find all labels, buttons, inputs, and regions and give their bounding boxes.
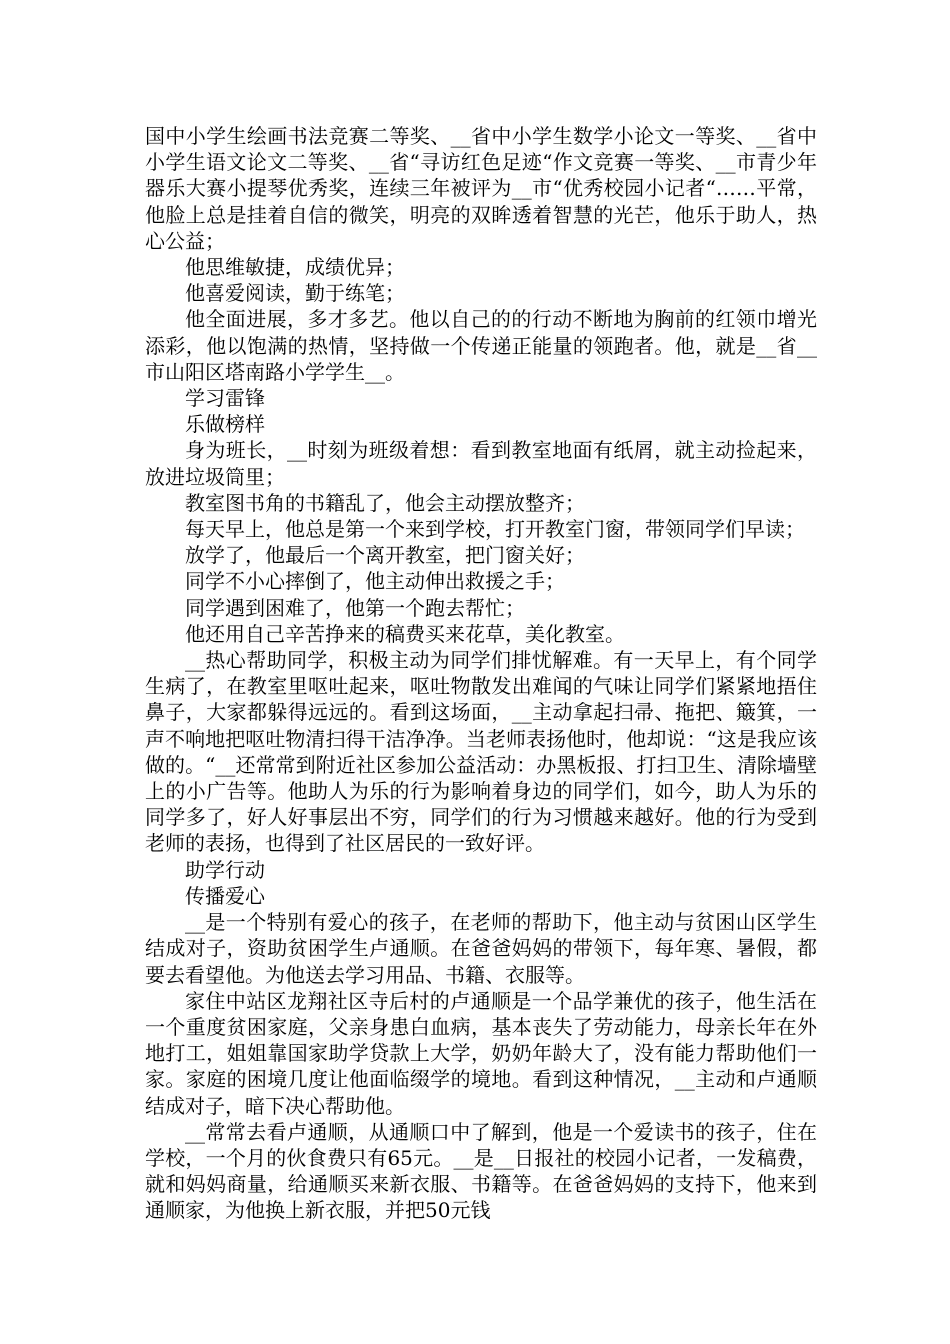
paragraph-helping-classmates: __热心帮助同学，积极主动为同学们排忧解难。有一天早上，有个同学生病了，在教室里呕吐起来，呕吐物散发出难闻的气味让同学们紧紧地捂住鼻子，大家都躲得远远的。看到这场面，__主动拿起扫帚、拖把、簸箕，一声不响地把呕吐物清扫得干洁净净。当老师表扬他时，他却说：“这是我应该做的。“__还常常到附近社区参加公益活动：办黑板报、打扫卫生、清除墙壁上的小广告等。他助人为乐的行为影响着身边的同学们，如今，助人为乐的同学多了，好人好事层出不穷，同学们的行为习惯越来越好。他的行为受到老师的表扬，也得到了社区居民的一致好评。 — [145, 648, 817, 856]
paragraph-all-round: 他全面进展，多才多艺。他以自己的的行动不断地为胸前的红领巾增光添彩，他以饱满的热情，坚持做一个传递正能量的领跑者。他，就是__省__市山阳区塔南路小学学生__。 — [145, 307, 817, 384]
paragraph-visits: __常常去看卢通顺，从通顺口中了解到，他是一个爱读书的孩子，住在学校，一个月的伙食费只有65元。__是__日报社的校园小记者，一发稿费，就和妈妈商量，给通顺买来新衣服、书籍等。在爸爸妈妈的支持下，他来到通顺家，为他换上新衣服，并把50元钱 — [145, 1119, 817, 1223]
document-page — [145, 123, 817, 1224]
paragraph-awards: 国中小学生绘画书法竞赛二等奖、__省中小学生数学小论文一等奖、__省中小学生语文论文二等奖、__省“寻访红色足迹“作文竞赛一等奖、__市青少年器乐大赛小提琴优秀奖，连续三年被评为__市“优秀校园小记者“……平常，他脸上总是挂着自信的微笑，明亮的双眸透着智慧的光芒，他乐于助人，热心公益； — [145, 124, 817, 253]
section-subheading-spread-love: 传播爱心 — [185, 883, 265, 908]
section-heading-learn-leifeng: 学习雷锋 — [185, 386, 265, 411]
paragraph-flowers: 他还用自己辛苦挣来的稿费买来花草，美化教室。 — [185, 621, 625, 646]
paragraph-after-school: 放学了，他最后一个离开教室，把门窗关好； — [185, 543, 585, 568]
section-subheading-role-model: 乐做榜样 — [185, 412, 265, 437]
paragraph-monitor: 身为班长，__时刻为班级着想：看到教室地面有纸屑，就主动捡起来，放进垃圾筒里； — [145, 438, 817, 489]
paragraph-reading: 他喜爱阅读，勤于练笔； — [185, 281, 405, 306]
section-heading-study-aid: 助学行动 — [185, 857, 265, 882]
paragraph-helping-fallen: 同学不小心摔倒了，他主动伸出救援之手； — [185, 569, 565, 594]
paragraph-book-corner: 教室图书角的书籍乱了，他会主动摆放整齐； — [185, 490, 585, 515]
paragraph-thinking: 他思维敏捷，成绩优异； — [185, 255, 405, 280]
paragraph-helping-difficulty: 同学遇到困难了，他第一个跑去帮忙； — [185, 595, 525, 620]
paragraph-morning: 每天早上，他总是第一个来到学校，打开教室门窗，带领同学们早读； — [185, 517, 805, 542]
paragraph-lu-tongshun: 家住中站区龙翔社区寺后村的卢通顺是一个品学兼优的孩子，他生活在一个重度贫困家庭，父亲身患白血病，基本丧失了劳动能力，母亲长年在外地打工，姐姐靠国家助学贷款上大学，奶奶年龄大了，没有能力帮助他们一家。家庭的困境几度让他面临缀学的境地。看到这种情况，__主动和卢通顺结成对子，暗下决心帮助他。 — [145, 988, 817, 1118]
paragraph-pairing: __是一个特别有爱心的孩子，在老师的帮助下，他主动与贫困山区学生结成对子，资助贫困学生卢通顺。在爸爸妈妈的带领下，每年寒、暑假，都要去看望他。为他送去学习用品、书籍、衣服等。 — [145, 910, 817, 987]
